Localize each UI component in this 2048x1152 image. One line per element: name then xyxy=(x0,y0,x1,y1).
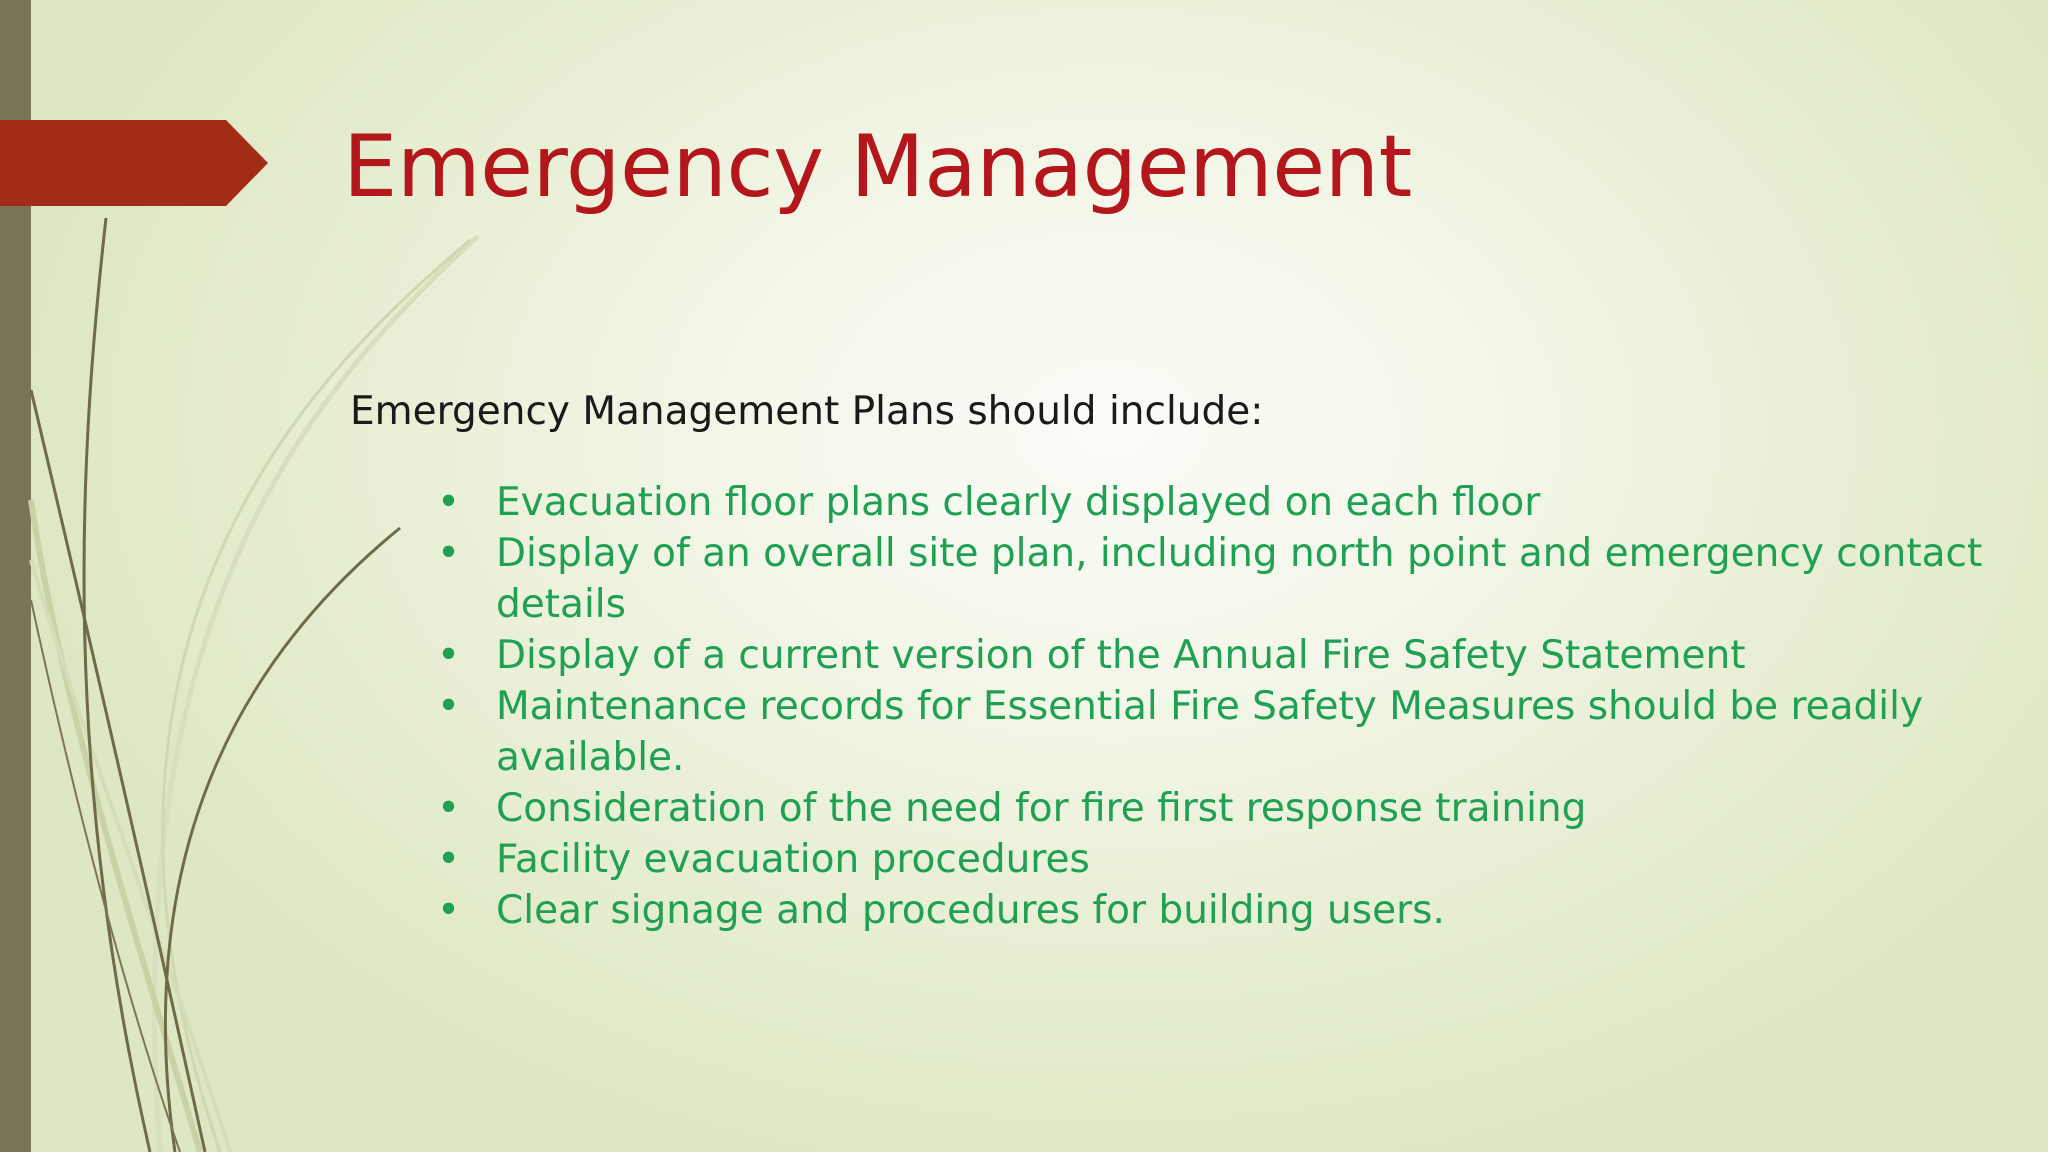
list-item xyxy=(350,834,2036,885)
intro-text: Emergency Management Plans should include: xyxy=(350,389,1264,434)
bullet-text: Facility evacuation procedures xyxy=(496,837,1090,882)
bullet-icon: • xyxy=(437,786,461,831)
bullet-text: Evacuation floor plans clearly displayed on each floor xyxy=(496,480,1541,525)
list-item xyxy=(350,681,2036,783)
bullet-text: Display of an overall site plan, including north point and emergency contact details xyxy=(496,531,1983,627)
slide-title: Emergency Management xyxy=(343,117,1412,217)
list-item xyxy=(350,477,2036,528)
list-item xyxy=(350,528,2036,630)
bullet-icon: • xyxy=(437,633,461,678)
bullet-icon: • xyxy=(437,888,461,933)
bullet-icon: • xyxy=(437,531,461,576)
bullet-icon: • xyxy=(437,837,461,882)
bullet-text: Clear signage and procedures for building users. xyxy=(496,888,1445,933)
list-item xyxy=(350,885,2036,936)
bullet-icon: • xyxy=(437,480,461,525)
bullet-list xyxy=(350,477,2010,936)
bullet-text: Consideration of the need for fire first response training xyxy=(496,786,1587,831)
slide-content xyxy=(350,382,2010,936)
bullet-text: Maintenance records for Essential Fire Safety Measures should be readily available. xyxy=(496,684,1924,780)
bullet-text: Display of a current version of the Annual Fire Safety Statement xyxy=(496,633,1746,678)
list-item xyxy=(350,783,2036,834)
title-arrow-marker xyxy=(0,120,270,206)
bullet-icon: • xyxy=(437,684,461,729)
list-item xyxy=(350,630,2036,681)
